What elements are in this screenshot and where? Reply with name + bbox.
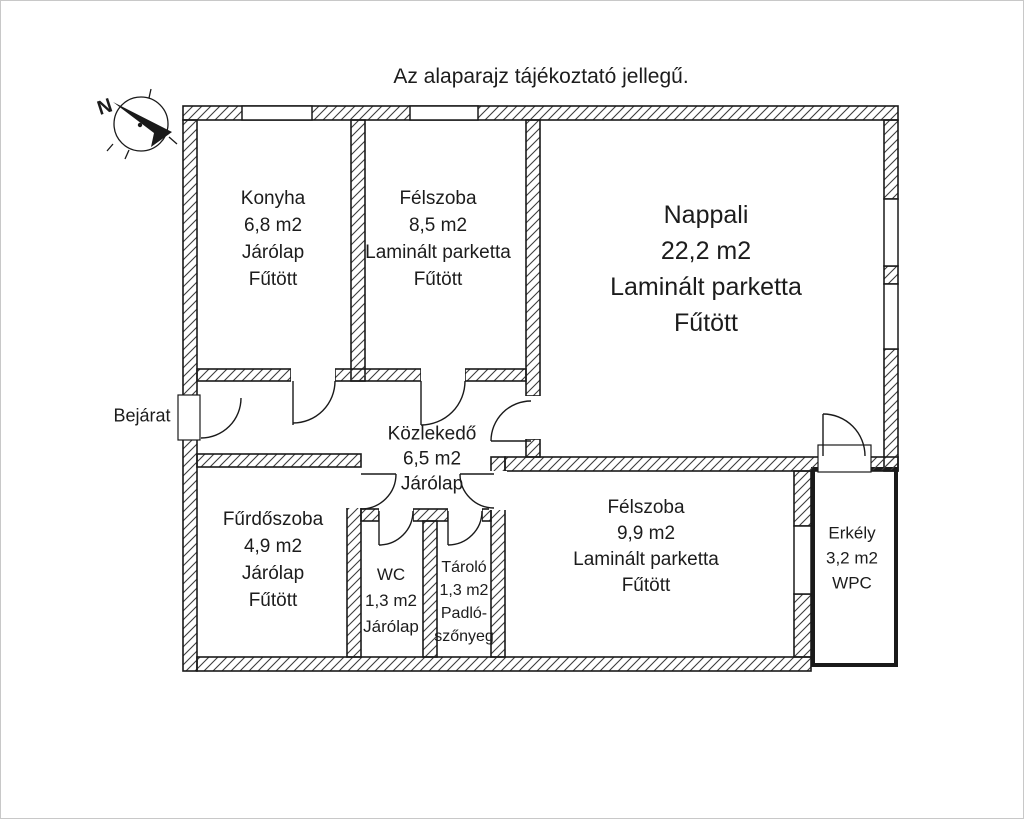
- entrance-door: [178, 395, 241, 440]
- door-gap-kitchen: [291, 367, 335, 383]
- room-area: 1,3 m2: [365, 591, 417, 610]
- window-kitchen: [242, 106, 312, 120]
- entrance-label: Bejárat: [113, 405, 171, 426]
- door-gap-wc: [379, 507, 413, 523]
- room-floor: Járólap: [241, 242, 305, 263]
- wall-hall-top-a: [197, 369, 291, 381]
- room-floor: Padló-: [440, 605, 488, 622]
- page-title: Az alaparajz tájékoztató jellegű.: [393, 65, 689, 88]
- room-label-konyha: [241, 185, 305, 293]
- room-name: Tároló: [441, 559, 487, 576]
- wall-hall-top-c: [465, 369, 526, 381]
- wall-halfroom2-left-a: [491, 457, 505, 473]
- balcony-door: [818, 414, 871, 472]
- room-name: Félszoba: [399, 188, 477, 209]
- window-livingroom-b: [884, 284, 898, 349]
- wall-outer-right-b: [884, 349, 898, 471]
- room-name: Félszoba: [607, 497, 685, 518]
- halfroom1-door-swing: [421, 381, 465, 425]
- room-area: 22,2 m2: [660, 237, 752, 265]
- wall-bathroom-top: [197, 454, 361, 467]
- room-label-tarolo: [434, 556, 494, 648]
- wall-livingroom-left-upper: [526, 120, 540, 396]
- wall-wc-top-b: [413, 509, 448, 521]
- door-gap-storage: [448, 507, 482, 523]
- room-label-felszoba-1: [365, 185, 511, 293]
- kitchen-door-swing: [293, 381, 335, 423]
- entrance-door-swing: [201, 398, 241, 438]
- room-label-nappali: [610, 197, 802, 341]
- room-name: Nappali: [663, 201, 749, 229]
- kitchen-door: [293, 381, 335, 425]
- room-label-wc: [363, 562, 419, 640]
- room-floor: Laminált parketta: [610, 273, 802, 301]
- room-label-kozlekedo: [388, 422, 477, 497]
- entrance-door-leaf: [178, 395, 200, 440]
- room-area: 9,9 m2: [616, 523, 676, 544]
- room-name: WC: [376, 565, 406, 584]
- balcony-door-leaf: [818, 445, 871, 472]
- room-area: 4,9 m2: [243, 536, 303, 557]
- wall-right-lower-b: [794, 594, 811, 657]
- wall-kitchen-halfroom-divider: [351, 120, 365, 381]
- room-label-furdoszoba: [223, 506, 323, 614]
- wall-livingroom-bottom-a: [505, 457, 821, 471]
- room-name: Fűrdőszoba: [222, 509, 324, 530]
- room-name: Erkély: [828, 523, 876, 543]
- room-floor: Laminált parketta: [365, 242, 511, 263]
- window-halfroom1: [410, 106, 478, 120]
- room-floor: Járólap: [241, 563, 305, 584]
- compass-ticks: [107, 89, 177, 159]
- halfroom1-door: [421, 381, 465, 425]
- wall-outer-right-a: [884, 120, 898, 199]
- room-heating: Fűtött: [248, 590, 298, 611]
- wall-livingroom-bottom-b: [869, 457, 898, 471]
- wall-wc-top-c: [482, 509, 491, 521]
- door-gap-livingroom: [524, 396, 542, 439]
- door-gap-halfroom1: [421, 367, 465, 383]
- room-heating: Fűtött: [248, 269, 298, 290]
- room-heating: Fűtött: [674, 309, 738, 337]
- wall-livingroom-left-lower: [526, 439, 540, 457]
- room-floor: Járólap: [400, 473, 464, 495]
- room-label-erkely: [826, 521, 878, 596]
- room-heating: Fűtött: [413, 269, 463, 290]
- room-name: Konyha: [240, 188, 306, 209]
- wall-bathroom-right: [347, 506, 361, 657]
- room-floor: Laminált parketta: [573, 549, 719, 570]
- room-area: 3,2 m2: [826, 548, 878, 568]
- wall-outer-right-pier: [884, 266, 898, 284]
- door-gap-bathroom: [345, 471, 363, 508]
- compass-north-label: N: [94, 94, 116, 120]
- room-area: 1,3 m2: [439, 582, 489, 599]
- compass: [95, 89, 177, 159]
- window-halfroom2: [794, 526, 811, 594]
- room-floor-2: szőnyeg: [434, 628, 494, 645]
- wall-outer-bottom: [197, 657, 811, 671]
- room-name: Közlekedő: [387, 423, 477, 445]
- wall-right-lower-a: [794, 471, 811, 526]
- wall-outer-left-upper: [183, 120, 197, 396]
- wall-hall-top-b: [335, 369, 421, 381]
- window-livingroom-a: [884, 199, 898, 266]
- room-area: 6,8 m2: [243, 215, 303, 236]
- room-floor: WPC: [832, 573, 872, 593]
- wall-wc-top-a: [361, 509, 379, 521]
- room-label-felszoba-2: [573, 495, 719, 599]
- wall-outer-left-lower: [183, 439, 197, 671]
- door-gap-halfroom2: [489, 471, 507, 510]
- room-area: 6,5 m2: [402, 448, 462, 470]
- room-area: 8,5 m2: [408, 215, 468, 236]
- room-floor: Járólap: [363, 617, 419, 636]
- compass-pivot: [138, 123, 142, 127]
- room-heating: Fűtött: [621, 575, 671, 596]
